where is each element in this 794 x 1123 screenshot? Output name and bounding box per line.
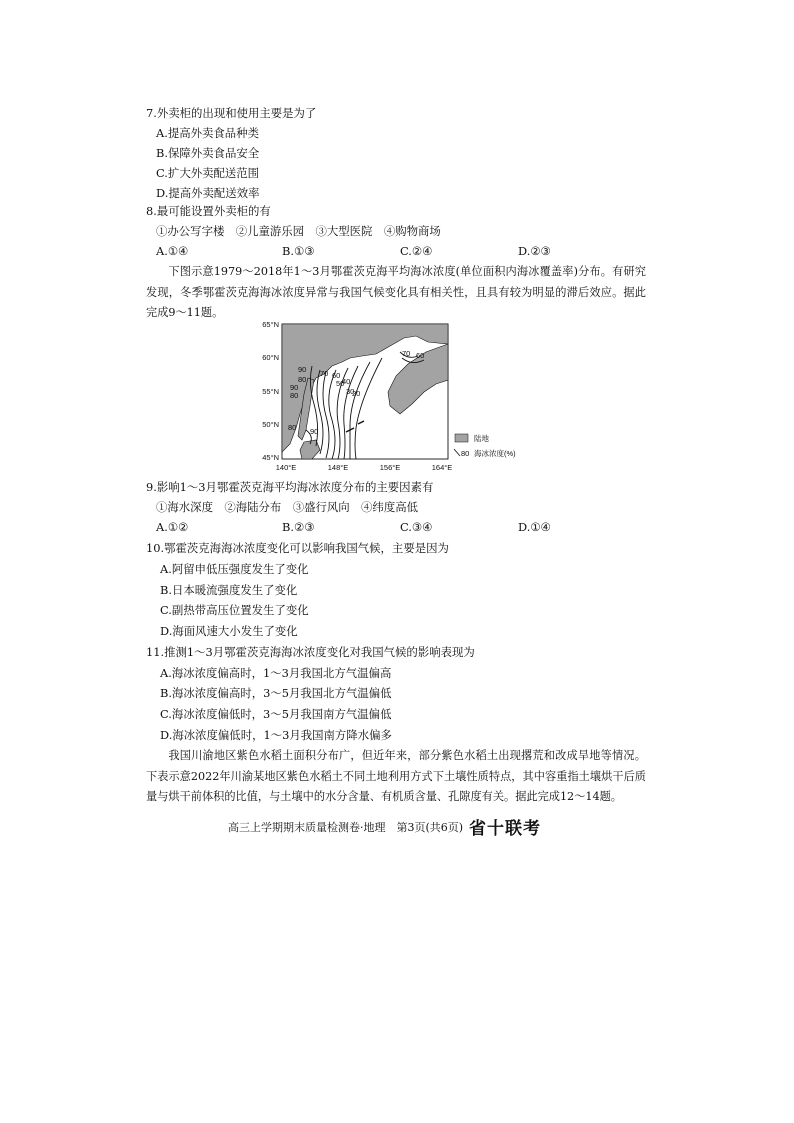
intro-paragraph-12-14: 我国川渝地区紫色水稻土面积分布广，但近年来，部分紫色水稻土出现撂荒和改成旱地等情况。下表示意2022年川渝某地区紫色水稻土不同土地利用方式下土壤性质特点，其中容重指土壤烘干后质量与烘干前体积的比值，与土壤中的水分含量、有机质含量、孔隙度有关。据此完成12～14题。 xyxy=(146,749,646,803)
contour-label: 70 xyxy=(320,369,329,378)
question-7-option-d[interactable]: D.提高外卖配送效率 xyxy=(156,186,260,200)
contour-label: 70 xyxy=(402,349,411,358)
lat-label: 50°N xyxy=(262,420,279,429)
question-9-option-b[interactable]: B.②③ xyxy=(282,520,315,534)
sea-ice-map xyxy=(250,318,546,478)
question-9-items: ①海水深度 ②海陆分布 ③盛行风向 ④纬度高低 xyxy=(156,500,418,514)
question-10-option-a[interactable]: A.阿留申低压强度发生了变化 xyxy=(160,562,309,576)
question-8-option-b[interactable]: B.①③ xyxy=(282,244,315,258)
lon-label: 164°E xyxy=(431,463,453,472)
contour-label: 80 xyxy=(290,391,299,400)
legend-ice-value: 80 xyxy=(461,449,470,458)
lon-label: 140°E xyxy=(275,463,297,472)
contour-label: 60 xyxy=(416,351,425,360)
question-10-stem: 10.鄂霍茨克海海冰浓度变化可以影响我国气候，主要是因为 xyxy=(146,541,449,555)
question-9-option-d[interactable]: D.①④ xyxy=(518,520,551,534)
question-7-option-c[interactable]: C.扩大外卖配送范围 xyxy=(156,166,260,180)
question-8-option-a[interactable]: A.①④ xyxy=(156,244,189,258)
question-7-stem: 7.外卖柜的出现和使用主要是为了 xyxy=(146,106,317,120)
lat-label: 65°N xyxy=(262,320,279,329)
page-footer: 高三上学期期末质量检测卷·地理 第3页(共6页) xyxy=(228,821,464,834)
question-11-option-b[interactable]: B.海冰浓度偏高时，3～5月我国北方气温偏低 xyxy=(160,686,392,700)
question-7-option-a[interactable]: A.提高外卖食品种类 xyxy=(156,126,259,140)
question-7-option-b[interactable]: B.保障外卖食品安全 xyxy=(156,146,260,160)
contour-label: 50 xyxy=(336,379,345,388)
legend-ice-label: 海冰浓度(%) xyxy=(474,449,516,458)
contour-label: 30 xyxy=(346,387,355,396)
contour-label: 40 xyxy=(342,377,351,386)
question-8-items: ①办公写字楼 ②儿童游乐园 ③大型医院 ④购物商场 xyxy=(156,224,441,238)
question-9-stem: 9.影响1～3月鄂霍茨克海平均海冰浓度分布的主要因素有 xyxy=(146,480,434,494)
question-9-option-a[interactable]: A.①② xyxy=(156,520,189,534)
lon-label: 148°E xyxy=(327,463,349,472)
question-11-stem: 11.推测1～3月鄂霍茨克海海冰浓度变化对我国气候的影响表现为 xyxy=(146,645,475,659)
question-8-stem: 8.最可能设置外卖柜的有 xyxy=(146,204,271,218)
question-11-option-d[interactable]: D.海冰浓度偏低时，1～3月我国南方降水偏多 xyxy=(160,728,392,742)
question-10-option-c[interactable]: C.副热带高压位置发生了变化 xyxy=(160,603,309,617)
question-8-option-d[interactable]: D.②③ xyxy=(518,244,551,258)
contour-label: 90 xyxy=(290,383,299,392)
intro-paragraph-9-11: 下图示意1979～2018年1～3月鄂霍茨克海平均海冰浓度(单位面积内海冰覆盖率)分布。有研究发现，冬季鄂霍茨克海海冰浓度异常与我国气候变化具有相关性，且具有较为明显的滞后效应。据此完成9～11题。 xyxy=(146,265,646,319)
lat-label: 45°N xyxy=(262,453,279,462)
question-9-option-c[interactable]: C.③④ xyxy=(400,520,433,534)
question-8-option-c[interactable]: C.②④ xyxy=(400,244,433,258)
contour-label: 80 xyxy=(288,423,297,432)
contour-label: 90 xyxy=(298,365,307,374)
legend-land-swatch xyxy=(455,434,468,442)
question-10-option-d[interactable]: D.海面风速大小发生了变化 xyxy=(160,624,298,638)
question-11-option-a[interactable]: A.海冰浓度偏高时，1～3月我国北方气温偏高 xyxy=(160,666,392,680)
legend-land-label: 陆地 xyxy=(474,434,489,443)
contour-label: 60 xyxy=(332,371,341,380)
contour-label: 80 xyxy=(298,375,307,384)
contour-label: 20 xyxy=(352,389,361,398)
question-10-option-b[interactable]: B.日本暖流强度发生了变化 xyxy=(160,583,298,597)
map-legend xyxy=(454,433,516,458)
brand-logo-text: 省十联考 xyxy=(469,819,541,839)
lat-label: 55°N xyxy=(262,387,279,396)
lat-label: 60°N xyxy=(262,353,279,362)
question-11-option-c[interactable]: C.海冰浓度偏低时，3～5月我国南方气温偏低 xyxy=(160,707,392,721)
contour-label: 90 xyxy=(310,427,319,436)
lon-label: 156°E xyxy=(379,463,401,472)
